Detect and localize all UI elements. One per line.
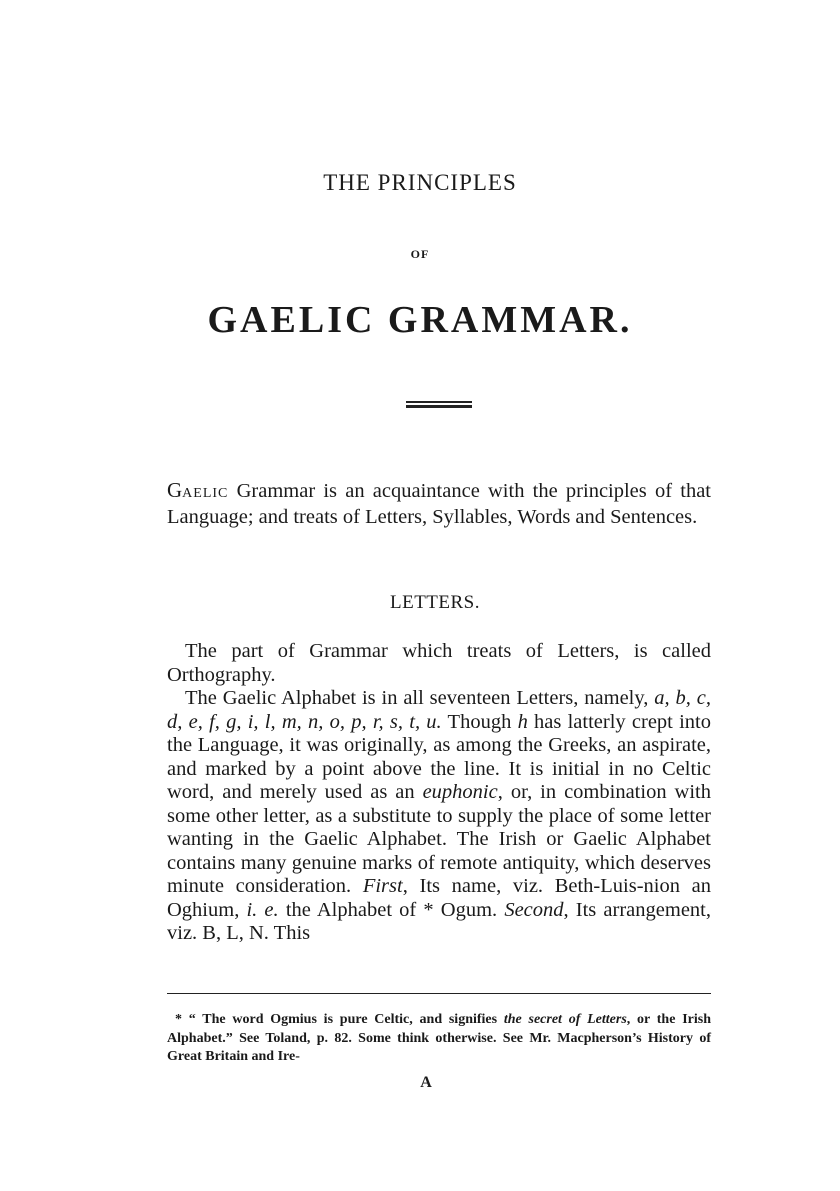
- word-ie: i. e.: [246, 898, 279, 921]
- title-of: OF: [410, 247, 430, 261]
- title-rule-bottom: [406, 405, 472, 408]
- word-first: First: [362, 875, 403, 897]
- title-line1: THE PRINCIPLES: [323, 170, 517, 195]
- section-heading: LETTERS.: [389, 592, 481, 613]
- paragraph-orthography: The part of Grammar which treats of Letters, is called Orthography.: [167, 640, 711, 686]
- signature-mark: A: [420, 1074, 432, 1091]
- intro-text: Grammar is an acquaintance with the principles of that Language; and treats of Letters, Syllables, Words and Sentences.: [167, 480, 711, 528]
- word-second: Second: [504, 898, 564, 921]
- footnote-rule: [167, 993, 711, 994]
- intro-smallcaps: AELIC: [182, 486, 229, 501]
- alphabet-text-e: , Its name, viz. Beth-Luis-nion an Oghium,: [167, 875, 711, 921]
- footnote-paragraph: [167, 1011, 711, 1067]
- footnote-italic: the secret of Letters: [503, 1012, 627, 1027]
- alphabet-text-a: The Gaelic Alphabet is in all seventeen Letters, namely,: [185, 687, 655, 709]
- page-title: GAELIC GRAMMAR.: [207, 299, 633, 341]
- paragraph-alphabet: [167, 687, 711, 946]
- footnote: [167, 1011, 711, 1067]
- footnote-text-b: , or the Irish Alphabet.” See Toland, p. 82. Some think otherwise. See Mr. Macpherson’s History of Great Britain and Ire-: [167, 1012, 711, 1064]
- alphabet-letters: a, b, c, d, e, f, g, i, l, m, n, o, p, r, s, t, u.: [167, 687, 711, 733]
- footnote-text-a: * “ The word Ogmius is pure Celtic, and signifies: [175, 1012, 504, 1027]
- alphabet-text-g: , Its arrangement, viz. B, L, N. This: [167, 898, 711, 944]
- intro-paragraph: [167, 479, 711, 529]
- alphabet-text-c: has latterly crept into the Language, it was originally, as among the Greeks, an aspirate, and marked by a point above the line. It is initial in no Celtic word, and merely used as an: [167, 710, 711, 803]
- word-euphonic: euphonic: [422, 781, 498, 803]
- alphabet-text-b: Though: [441, 710, 518, 733]
- alphabet-text-f: the Alphabet of * Ogum.: [278, 898, 505, 921]
- body-text: [167, 640, 711, 946]
- title-rule-top: [406, 401, 472, 403]
- intro-dropcap: G: [167, 478, 183, 502]
- letter-h: h: [517, 710, 528, 733]
- alphabet-text-d: , or, in combination with some other letter, as a substitute to supply the place of some letter wanting in the Gaelic Alphabet. The Irish or Gaelic Alphabet contains many genuine marks of remote antiquity, which deserves minute consideration.: [167, 781, 711, 897]
